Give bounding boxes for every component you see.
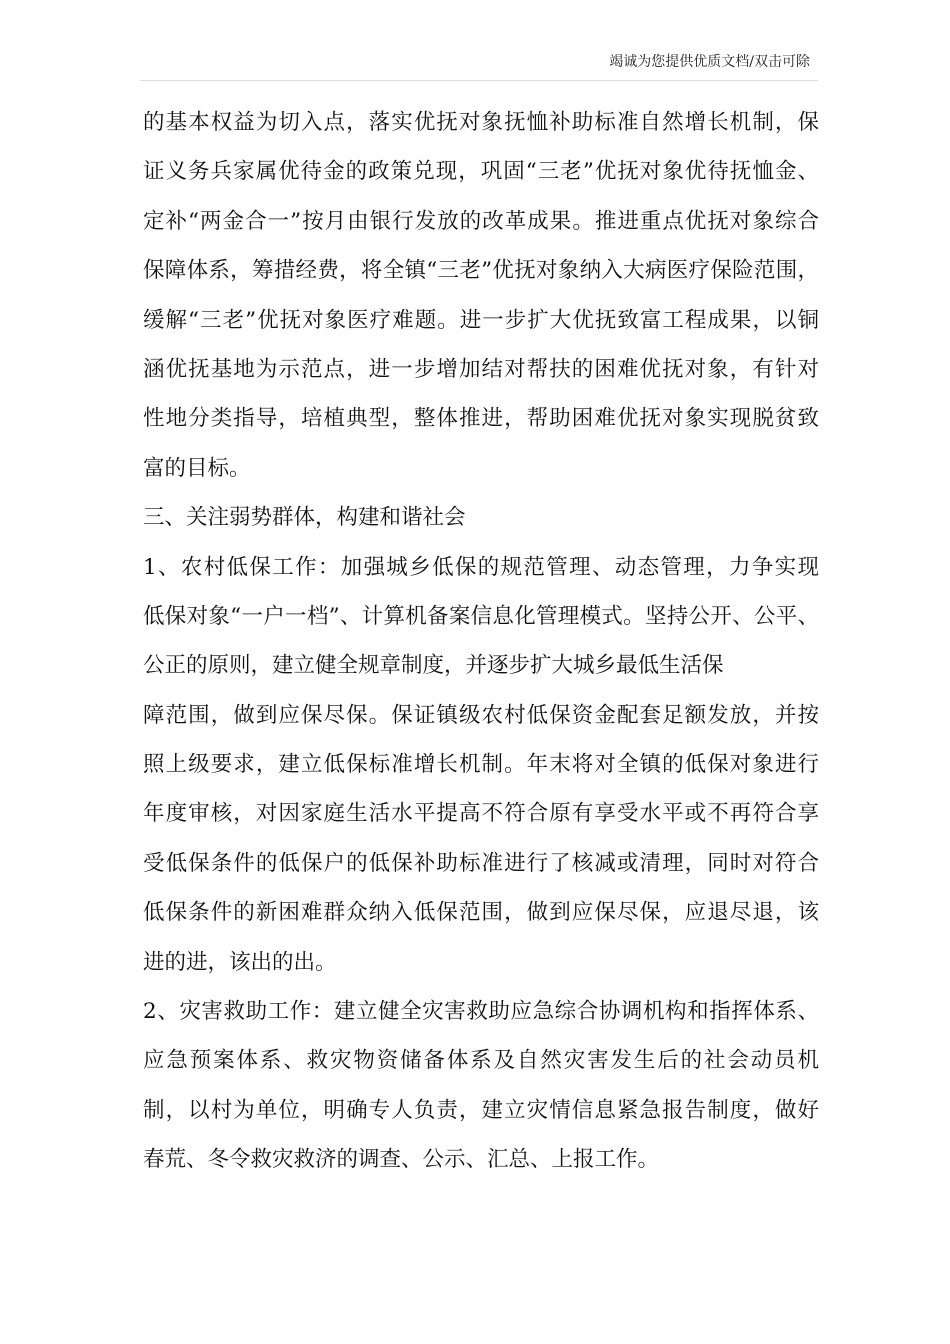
text-line: 低保条件的新困难群众纳入低保范围，做到应保尽保，应退尽退，该 bbox=[143, 900, 819, 926]
text-line: 2、灾害救助工作：建立健全灾害救助应急综合协调机构和指挥体系、 bbox=[143, 999, 819, 1025]
text-line: 进的进，该出的出。 bbox=[143, 949, 337, 975]
text-line: 定补“两金合一”按月由银行发放的改革成果。推进重点优抚对象综合 bbox=[143, 208, 819, 234]
page-header: 竭诚为您提供优质文档/双击可除 bbox=[609, 54, 810, 70]
text-line: 1、农村低保工作：加强城乡低保的规范管理、动态管理，力争实现 bbox=[143, 554, 819, 580]
text-line: 证义务兵家属优待金的政策兑现，巩固“三老”优抚对象优待抚恤金、 bbox=[143, 159, 819, 185]
text-line: 涵优抚基地为示范点，进一步增加结对帮扶的困难优抚对象，有针对 bbox=[143, 356, 819, 382]
header-rule bbox=[140, 80, 818, 81]
text-line: 照上级要求，建立低保标准增长机制。年末将对全镇的低保对象进行 bbox=[143, 752, 819, 778]
section-heading: 三、关注弱势群体，构建和谐社会 bbox=[143, 505, 466, 531]
text-line: 公正的原则，建立健全规章制度，并逐步扩大城乡最低生活保 bbox=[143, 653, 724, 679]
text-line: 富的目标。 bbox=[143, 455, 251, 481]
document-body bbox=[143, 98, 819, 1185]
text-line: 春荒、冬令救灾救济的调查、公示、汇总、上报工作。 bbox=[143, 1147, 660, 1173]
text-line: 缓解“三老”优抚对象医疗难题。进一步扩大优抚致富工程成果，以铜 bbox=[143, 307, 819, 333]
text-line: 性地分类指导，培植典型，整体推进，帮助困难优抚对象实现脱贫致 bbox=[143, 406, 819, 432]
text-line: 保障体系，筹措经费，将全镇“三老”优抚对象纳入大病医疗保险范围， bbox=[143, 258, 819, 284]
text-line: 低保对象“一户一档”、计算机备案信息化管理模式。坚持公开、公平、 bbox=[143, 603, 819, 629]
text-line: 制，以村为单位，明确专人负责，建立灾情信息紧急报告制度，做好 bbox=[143, 1097, 819, 1123]
text-line: 应急预案体系、救灾物资储备体系及自然灾害发生后的社会动员机 bbox=[143, 1048, 819, 1074]
text-line: 受低保条件的低保户的低保补助标准进行了核减或清理，同时对符合 bbox=[143, 850, 819, 876]
text-line: 的基本权益为切入点，落实优抚对象抚恤补助标准自然增长机制，保 bbox=[143, 110, 819, 135]
text-line: 年度审核，对因家庭生活水平提高不符合原有享受水平或不再符合享 bbox=[143, 801, 819, 827]
text-line: 障范围，做到应保尽保。保证镇级农村低保资金配套足额发放，并按 bbox=[143, 702, 819, 728]
